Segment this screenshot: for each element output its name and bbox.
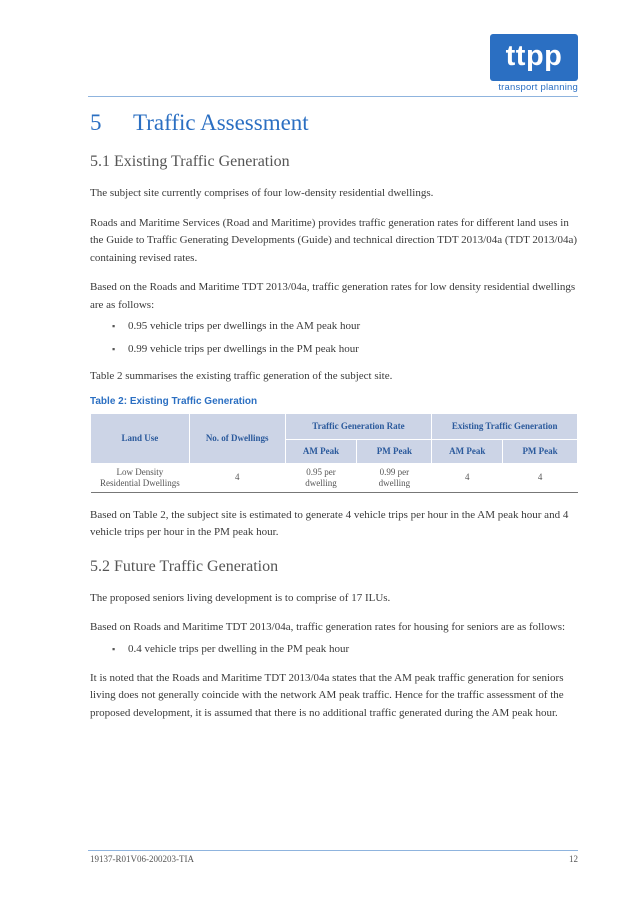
sub2-paragraph-1: The proposed seniors living development is to comprise of 17 ILUs.	[90, 591, 391, 604]
col-header-existing-am: AM Peak	[432, 439, 503, 463]
section-number: 5	[90, 110, 102, 135]
sub1-paragraph-4: Table 2 summarises the existing traffic generation of the subject site.	[90, 370, 393, 382]
col-header-rate: Traffic Generation Rate	[285, 413, 432, 439]
cell-am-rate-line-1: 0.95 per	[306, 466, 336, 477]
document-reference: 19137-R01V06-200203-TIA	[90, 854, 194, 864]
page-content	[90, 110, 578, 722]
section-heading	[90, 110, 578, 136]
header-divider	[88, 96, 578, 97]
cell-am-rate-line-2: dwelling	[305, 477, 337, 488]
cell-pm-generation: 4	[503, 463, 578, 492]
list-item: ▪ 0.99 vehicle trips per dwellings in the PM peak hour	[90, 341, 578, 358]
page-number: 12	[569, 854, 578, 864]
cell-pm-rate-line-2: dwelling	[378, 477, 411, 488]
col-header-rate-pm: PM Peak	[357, 439, 432, 463]
footer-divider	[88, 850, 578, 851]
sub2-paragraph-2: Based on Roads and Maritime TDT 2013/04a, traffic generation rates for housing for seniors are as follows:	[90, 621, 566, 633]
sub1-paragraph-5: Based on Table 2, the subject site is estimated to generate 4 vehicle trips per hour in the AM peak hour and 4 vehicle trips per hour in the PM peak hour.	[90, 508, 569, 538]
col-header-existing-pm: PM Peak	[503, 439, 578, 463]
traffic-generation-table	[90, 413, 578, 493]
sub1-paragraph-1: The subject site currently comprises of four low-density residential dwellings.	[90, 187, 434, 199]
sub1-paragraph-3: Based on the Roads and Maritime TDT 2013/04a, traffic generation rates for low density residential dwellings are as follows:	[90, 281, 576, 311]
subsection-2-title: 5.2 Future Traffic Generation	[90, 557, 279, 575]
cell-pm-rate-line-1: 0.99 per	[379, 466, 410, 477]
cell-am-rate	[285, 463, 357, 492]
col-header-land-use: Land Use	[91, 413, 190, 463]
logo-subtitle: transport planning	[498, 82, 578, 93]
sub2-paragraph-3: It is noted that the Roads and Maritime TDT 2013/04a states that the AM peak traffic generation for seniors living does not generally coincide with the network AM peak traffic. Hence for the traffic assessment of the proposed development, it is assumed that there is no additional traffic generated during the AM peak hour.	[90, 671, 564, 719]
company-logo	[490, 34, 578, 96]
logo-wordmark: ttpp	[490, 34, 578, 81]
sub1-bullet-list	[90, 318, 578, 358]
cell-am-generation: 4	[432, 463, 503, 492]
sub1-paragraph-2: Roads and Maritime Services (Road and Maritime) provides traffic generation rates for different land uses in the Guide to Traffic Generating Developments (Guide) and technical direction TDT 2013/04a (TDT 2013/04a) containing revised rates.	[90, 216, 578, 264]
col-header-existing: Existing Traffic Generation	[432, 413, 578, 439]
table-caption: Table 2: Existing Traffic Generation	[90, 395, 258, 407]
sub2-bullet-list	[90, 641, 578, 658]
cell-land-use	[91, 463, 190, 492]
table-row	[91, 463, 578, 492]
section-title: Traffic Assessment	[133, 110, 309, 135]
subsection-1-title: 5.1 Existing Traffic Generation	[90, 153, 290, 170]
cell-dwellings: 4	[189, 463, 285, 492]
col-header-dwellings: No. of Dwellings	[189, 413, 285, 463]
list-item: ▪ 0.95 vehicle trips per dwellings in the AM peak hour	[90, 318, 578, 335]
cell-pm-rate	[357, 463, 432, 492]
cell-land-use-line-1: Low Density	[116, 466, 164, 477]
list-item: ▪ 0.4 vehicle trips per dwelling in the PM peak hour	[90, 641, 578, 658]
col-header-rate-am: AM Peak	[285, 439, 357, 463]
cell-land-use-line-2: Residential Dwellings	[100, 477, 180, 488]
